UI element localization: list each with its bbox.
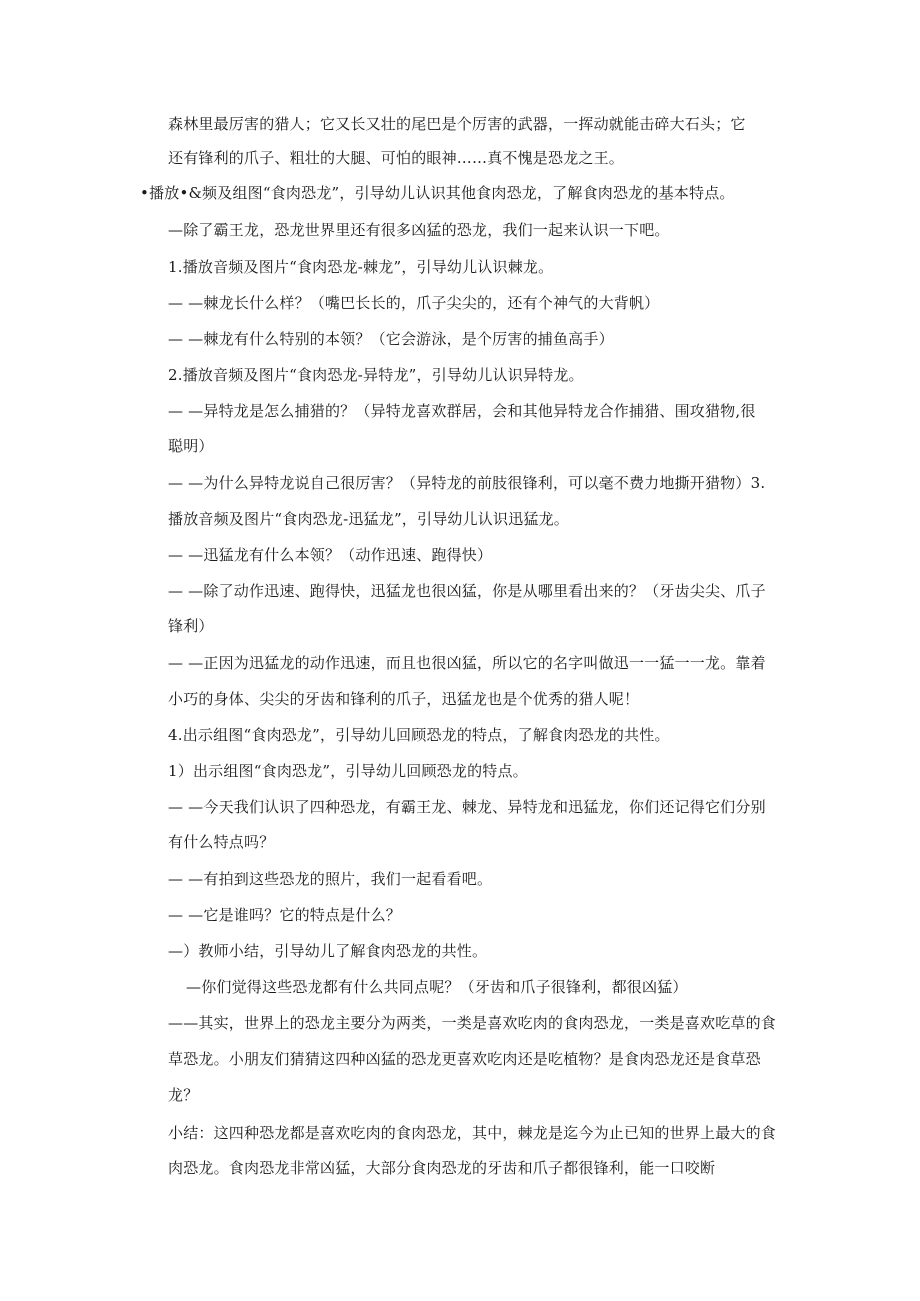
text-line: 锋利） xyxy=(168,617,214,635)
text-line: —）教师小结，引导幼儿了解食肉恐龙的共性。 xyxy=(168,942,488,960)
text-line: —除了霸王龙，恐龙世界里还有很多凶猛的恐龙，我们一起来认识一下吧。 xyxy=(168,221,670,239)
text-line: — —棘龙有什么特别的本领？（它会游泳，是个厉害的捕鱼高手） xyxy=(168,330,614,348)
text-line: — —今天我们认识了四种恐龙，有霸王龙、棘龙、异特龙和迅猛龙，你们还记得它们分别 xyxy=(168,798,766,816)
text-line: 2.播放音频及图片“食肉恐龙-异特龙”，引导幼儿认识异特龙。 xyxy=(168,366,584,384)
text-line: — —它是谁吗？它的特点是什么？ xyxy=(168,906,401,924)
text-line: — —棘龙长什么样？（嘴巴长长的，爪子尖尖的，还有个神气的大背帆） xyxy=(168,294,660,312)
text-line: — —除了动作迅速、跑得快，迅猛龙也很凶猛，你是从哪里看出来的？（牙齿尖尖、爪子 xyxy=(168,582,766,600)
text-line: 肉恐龙。食肉恐龙非常凶猛，大部分食肉恐龙的牙齿和爪子都很锋利，能一口咬断 xyxy=(168,1159,716,1177)
text-line: 有什么特点吗？ xyxy=(168,833,275,851)
text-line: •播放•&频及组图“食肉恐龙”，引导幼儿认识其他食肉恐龙，了解食肉恐龙的基本特点。 xyxy=(140,184,735,202)
text-line: — —迅猛龙有什么本领？（动作迅速、跑得快） xyxy=(168,546,493,564)
text-line: 聪明） xyxy=(168,437,214,455)
text-line: 小结：这四种恐龙都是喜欢吃肉的食肉恐龙，其中，棘龙是迄今为止已知的世界上最大的食 xyxy=(168,1124,777,1142)
text-line: 播放音频及图片“食肉恐龙-迅猛龙”，引导幼儿认识迅猛龙。 xyxy=(168,510,570,528)
text-line: ——其实，世界上的恐龙主要分为两类，一类是喜欢吃肉的食肉恐龙，一类是喜欢吃草的食 xyxy=(168,1014,777,1032)
text-line: 还有锋利的爪子、粗壮的大腿、可怕的眼神……真不愧是恐龙之王。 xyxy=(168,149,625,167)
text-line: 小巧的身体、尖尖的牙齿和锋利的爪子，迅猛龙也是个优秀的猎人呢！ xyxy=(168,690,640,708)
text-line: — —异特龙是怎么捕猎的？（异特龙喜欢群居，会和其他异特龙合作捕猎、围攻猎物,很 xyxy=(168,402,756,420)
text-line: 1.播放音频及图片“食肉恐龙-棘龙”，引导幼儿认识棘龙。 xyxy=(168,258,554,276)
text-line: 草恐龙。小朋友们猜猜这四种凶猛的恐龙更喜欢吃肉还是吃植物？是食肉恐龙还是食草恐 xyxy=(168,1050,761,1068)
text-line: 1）出示组图“食肉恐龙”，引导幼儿回顾恐龙的特点。 xyxy=(168,762,528,780)
text-line: 森林里最厉害的猎人；它又长又壮的尾巴是个厉害的武器，一挥动就能击碎大石头；它 xyxy=(168,115,746,133)
text-line: — —有拍到这些恐龙的照片，我们一起看看吧。 xyxy=(168,870,493,888)
text-line: — —正因为迅猛龙的动作迅速，而且也很凶猛，所以它的名字叫做迅一一猛一一龙。靠着 xyxy=(168,654,766,672)
text-line: — —为什么异特龙说自己很厉害？（异特龙的前肢很锋利，可以毫不费力地撕开猎物）3. xyxy=(168,474,766,492)
text-line: —你们觉得这些恐龙都有什么共同点呢？（牙齿和爪子很锋利，都很凶猛） xyxy=(186,978,688,996)
text-line: 4.出示组图“食肉恐龙”，引导幼儿回顾恐龙的特点，了解食肉恐龙的共性。 xyxy=(168,726,670,744)
text-line: 龙？ xyxy=(168,1086,199,1104)
